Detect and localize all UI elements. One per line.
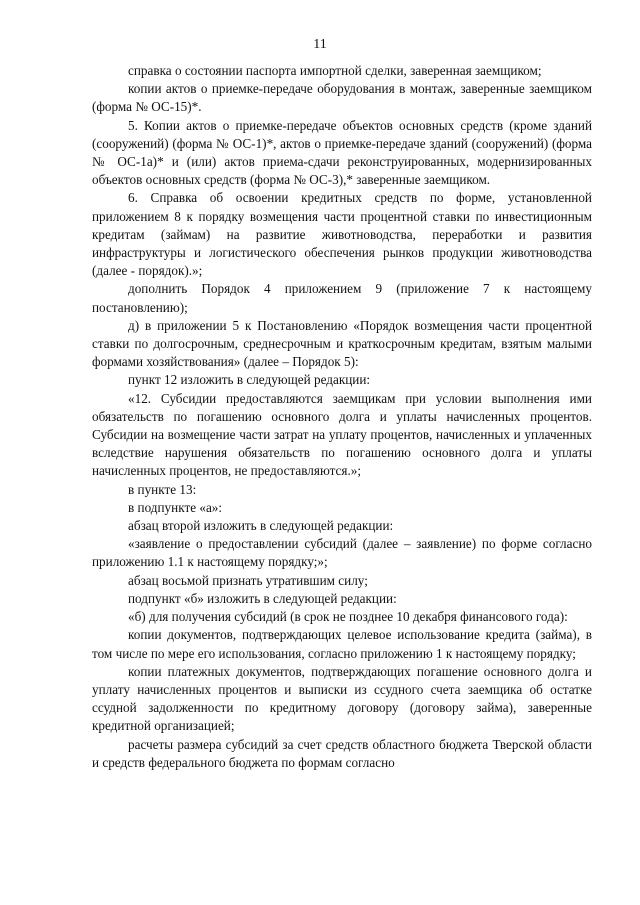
paragraph: справка о состоянии паспорта импортной сделки, заверенная заемщиком; (128, 63, 542, 78)
paragraph: «12. Субсидии предоставляются заемщикам при условии выполнения ими обязательств по погашению основного долга и уплаты начисленных процентов. Субсидии на возмещение части затрат на уплату процентов, начисленных и уплаченных вследствие нарушения обязательств по погашению основного долга и уплаты начисленных процентов, не предоставляются.»; (92, 390, 592, 479)
paragraph: абзац восьмой признать утратившим силу; (128, 572, 368, 588)
paragraph: пункт 12 изложить в следующей редакции: (128, 372, 371, 388)
paragraph: 5. Копии актов о приемке-передаче объектов основных средств (кроме зданий (сооружений) (форма № ОС-1)*, актов о приемке-передаче зданий (сооружений) (форма № ОС-1а)* и (или) актов приема-сдачи реконструированных, модернизированных объектов основных средств (форма № ОС-3),* заверенные заемщиком. (92, 117, 592, 188)
paragraph: в подпункте «а»: (128, 499, 223, 515)
paragraph: копии платежных документов, подтверждающих погашение основного долга и уплату начисленных процентов и выписки из ссудного счета заемщика об остатке ссудной задолженности по кредитному договору (договору займа), заверенные кредитной организацией; (92, 663, 592, 734)
page-number: 11 (313, 37, 327, 52)
document-body (92, 62, 592, 772)
paragraph: абзац второй изложить в следующей редакции: (128, 518, 394, 534)
paragraph: расчеты размера субсидий за счет средств областного бюджета Тверской области и средств федерального бюджета по формам согласно (92, 736, 592, 770)
paragraph: дополнить Порядок 4 приложением 9 (приложение 7 к настоящему постановлению); (92, 281, 592, 315)
paragraph: д) в приложении 5 к Постановлению «Порядок возмещения части процентной ставки по долгосрочным, среднесрочным и краткосрочным кредитам, взятым малыми формами хозяйствования» (далее – Порядок 5): (92, 317, 592, 370)
paragraph: «заявление о предоставлении субсидий (далее – заявление) по форме согласно приложению 1.1 к настоящему порядку;»; (92, 536, 592, 570)
paragraph: в пункте 13: (128, 481, 197, 497)
paragraph: копии актов о приемке-передаче оборудования в монтаж, заверенные заемщиком (форма № ОС-15)*. (92, 81, 592, 115)
paragraph: «б) для получения субсидий (в срок не позднее 10 декабря финансового года): (128, 609, 568, 625)
paragraph: 6. Справка об освоении кредитных средств по форме, установленной приложением 8 к порядку возмещения части процентной ставки по инвестиционным кредитам (займам) на развитие животноводства, переработки и развития инфраструктуры и логистического обеспечения рынков продукции животноводства (далее - порядок).»; (92, 190, 592, 279)
paragraph: копии документов, подтверждающих целевое использование кредита (займа), в том числе по мере его использования, согласно приложению 1 к настоящему порядку; (92, 627, 592, 661)
paragraph: подпункт «б» изложить в следующей редакции: (128, 590, 397, 606)
